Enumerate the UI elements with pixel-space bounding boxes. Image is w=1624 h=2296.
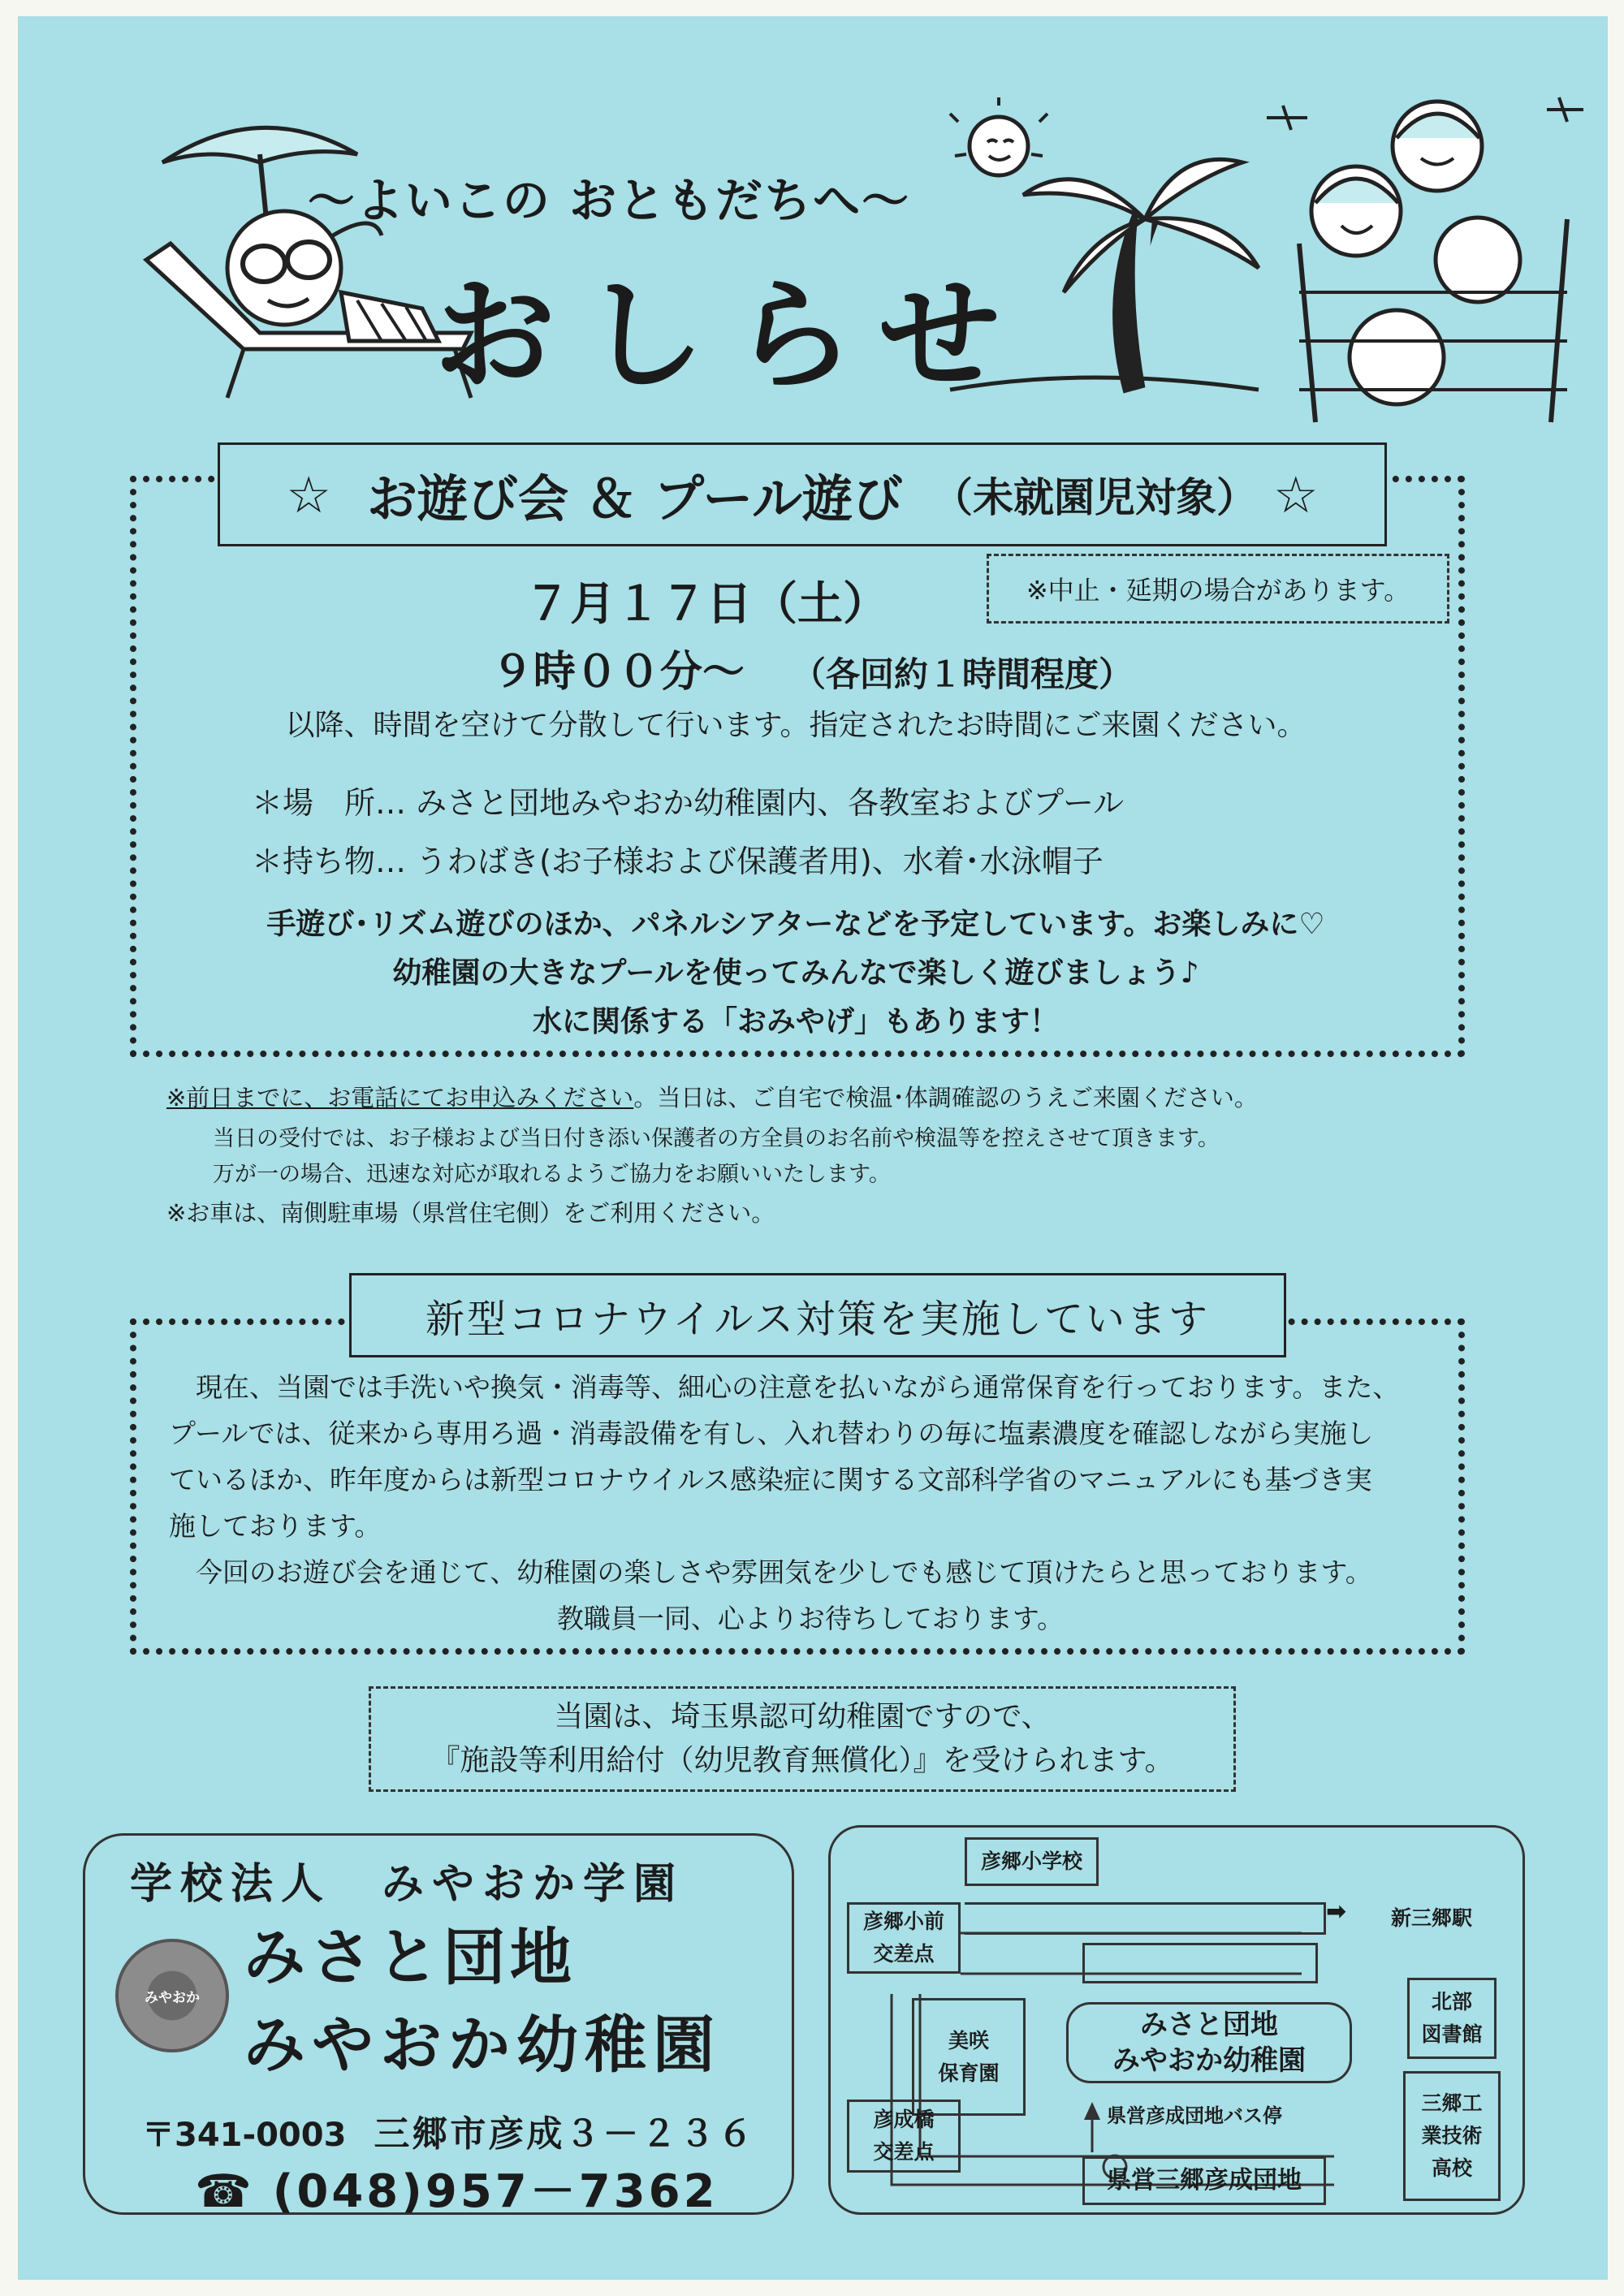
school-phone[interactable] bbox=[195, 2156, 719, 2220]
school-name-line1: みさと団地 bbox=[244, 1921, 577, 1993]
map-label: 交差点 bbox=[873, 1942, 935, 1966]
phone-icon: ☎ bbox=[195, 2165, 255, 2218]
map-label: 高校 bbox=[1431, 2156, 1472, 2180]
arrow-icon: ➡ bbox=[1326, 1897, 1347, 1926]
event-time bbox=[406, 637, 1218, 698]
greeting-subtitle: ～よいこの おともだちへ～ bbox=[307, 173, 911, 228]
page-title: おしらせ bbox=[434, 265, 1028, 407]
map-danchi: 県営三郷彦成団地 bbox=[1082, 2156, 1326, 2205]
star-icon: ☆ bbox=[1273, 464, 1319, 524]
apply-note-rest: 。当日は、ご自宅で検温･体調確認のうえご来園ください。 bbox=[633, 1084, 1258, 1111]
map-kindergarten bbox=[1066, 2002, 1352, 2083]
school-corporation: 学校法人 みやおか学園 bbox=[130, 1860, 685, 1909]
event-duration: （各回約１時間程度） bbox=[792, 654, 1134, 694]
school-emblem-icon bbox=[115, 1939, 229, 2052]
map-hikonari-crossing bbox=[847, 2100, 961, 2173]
access-map bbox=[828, 1825, 1525, 2215]
map-block bbox=[1082, 1943, 1318, 1983]
map-label: みさと団地 bbox=[1140, 2009, 1278, 2041]
corona-line: 教職員一同、心よりお待ちしております。 bbox=[556, 1603, 1065, 1634]
school-name-line2: みやおか幼稚園 bbox=[244, 2009, 721, 2081]
map-misaki-nursery bbox=[912, 1998, 1026, 2116]
map-bus-stop: 県営彦成団地バス停 bbox=[1107, 2104, 1282, 2127]
map-label: 美咲 bbox=[948, 2028, 989, 2052]
map-technical-high-school bbox=[1403, 2071, 1501, 2201]
phone-number[interactable]: (048)957－7362 bbox=[272, 2165, 719, 2218]
cooperation-note: 万が一の場合、迅速な対応が取れるようご協力をお願いいたします。 bbox=[213, 1162, 891, 1187]
corona-line: 現在、当園では手洗いや換気・消毒等、細心の注意を払いながら通常保育を行っております。また、 bbox=[196, 1371, 1400, 1403]
map-label: みやおか幼稚園 bbox=[1112, 2044, 1306, 2077]
star-icon: ☆ bbox=[286, 464, 331, 524]
parking-note: ※お車は、南側駐車場（県営住宅側）をご利用ください。 bbox=[166, 1199, 775, 1227]
corona-line: プールでは、従来から専用ろ過・消毒設備を有し、入れ替わりの毎に塩素濃度を確認しながら実施し bbox=[169, 1418, 1374, 1449]
event-place: ＊場 所… みさと団地みやおか幼稚園内、各教室およびプール bbox=[252, 785, 1125, 821]
map-label: 彦郷小前 bbox=[862, 1910, 944, 1933]
map-label: 三郷工 bbox=[1421, 2091, 1483, 2115]
highlight-line: 水に関係する「おみやげ」もあります！ bbox=[532, 1005, 1059, 1038]
corona-line: 今回のお遊び会を通じて、幼稚園の楽しさや雰囲気を少しでも感じて頂けたらと思っております。 bbox=[196, 1556, 1372, 1588]
postal-code: 〒341-0003 bbox=[142, 2117, 347, 2154]
map-label: 交差点 bbox=[873, 2140, 935, 2164]
highlight-line: 手遊び･リズム遊びのほか、パネルシアターなどを予定しています。お楽しみに♡ bbox=[266, 908, 1325, 941]
event-date: ７月１７日（土） bbox=[525, 578, 888, 631]
subsidy-line: 『施設等利用給付（幼児教育無償化）』を受けられます。 bbox=[430, 1744, 1174, 1777]
subsidy-line: 当園は、埼玉県認可幼稚園ですので、 bbox=[554, 1700, 1051, 1733]
map-block bbox=[965, 1902, 1326, 1935]
subsidy-notice bbox=[369, 1686, 1236, 1792]
corona-line: 施しております。 bbox=[169, 1510, 382, 1542]
corona-heading: 新型コロナウイルス対策を実施しています bbox=[349, 1273, 1286, 1357]
distribution-note: 以降、時間を空けて分散して行います。指定されたお時間にご来園ください。 bbox=[285, 709, 1307, 742]
cancel-notice: ※中止・延期の場合があります。 bbox=[987, 554, 1449, 624]
event-start-time: ９時００分～ bbox=[490, 648, 745, 697]
event-target: （未就園児対象） bbox=[932, 474, 1258, 521]
event-title: お遊び会 ＆ プール遊び bbox=[366, 468, 904, 529]
apply-note-underlined: ※前日までに、お電話にてお申込みください bbox=[166, 1084, 634, 1111]
map-label: 彦成橋 bbox=[873, 2108, 935, 2131]
map-hikosato-school: 彦郷小学校 bbox=[965, 1837, 1099, 1886]
corona-body bbox=[169, 1364, 1452, 1642]
map-hikosato-crossing bbox=[847, 1902, 961, 1974]
event-belongings: ＊持ち物… うわばき(お子様および保護者用)、水着･水泳帽子 bbox=[252, 844, 1104, 879]
reception-note: 当日の受付では、お子様および当日付き添い保護者の方全員のお名前や検温等を控えさせて頂きます。 bbox=[213, 1126, 1220, 1151]
map-library bbox=[1407, 1978, 1497, 2059]
map-label: 業技術 bbox=[1421, 2124, 1483, 2147]
emblem-text: みやおか bbox=[145, 1989, 200, 2006]
children-illustration-right bbox=[1267, 81, 1592, 438]
map-label: 保育園 bbox=[938, 2061, 1000, 2085]
apply-note bbox=[166, 1080, 1258, 1113]
map-station: 新三郷駅 bbox=[1391, 1906, 1473, 1930]
street-address: 三郷市彦成３－２３６ bbox=[374, 2113, 756, 2155]
map-label: 北部 bbox=[1431, 1990, 1472, 2013]
event-heading bbox=[218, 442, 1387, 546]
corona-line: ているほか、昨年度からは新型コロナウイルス感染症に関する文部科学省のマニュアルにも基づき実 bbox=[169, 1464, 1372, 1495]
highlight-line: 幼稚園の大きなプールを使ってみんなで楽しく遊びましょう♪ bbox=[392, 956, 1199, 990]
school-address bbox=[142, 2104, 755, 2156]
map-label: 図書館 bbox=[1421, 2022, 1483, 2046]
